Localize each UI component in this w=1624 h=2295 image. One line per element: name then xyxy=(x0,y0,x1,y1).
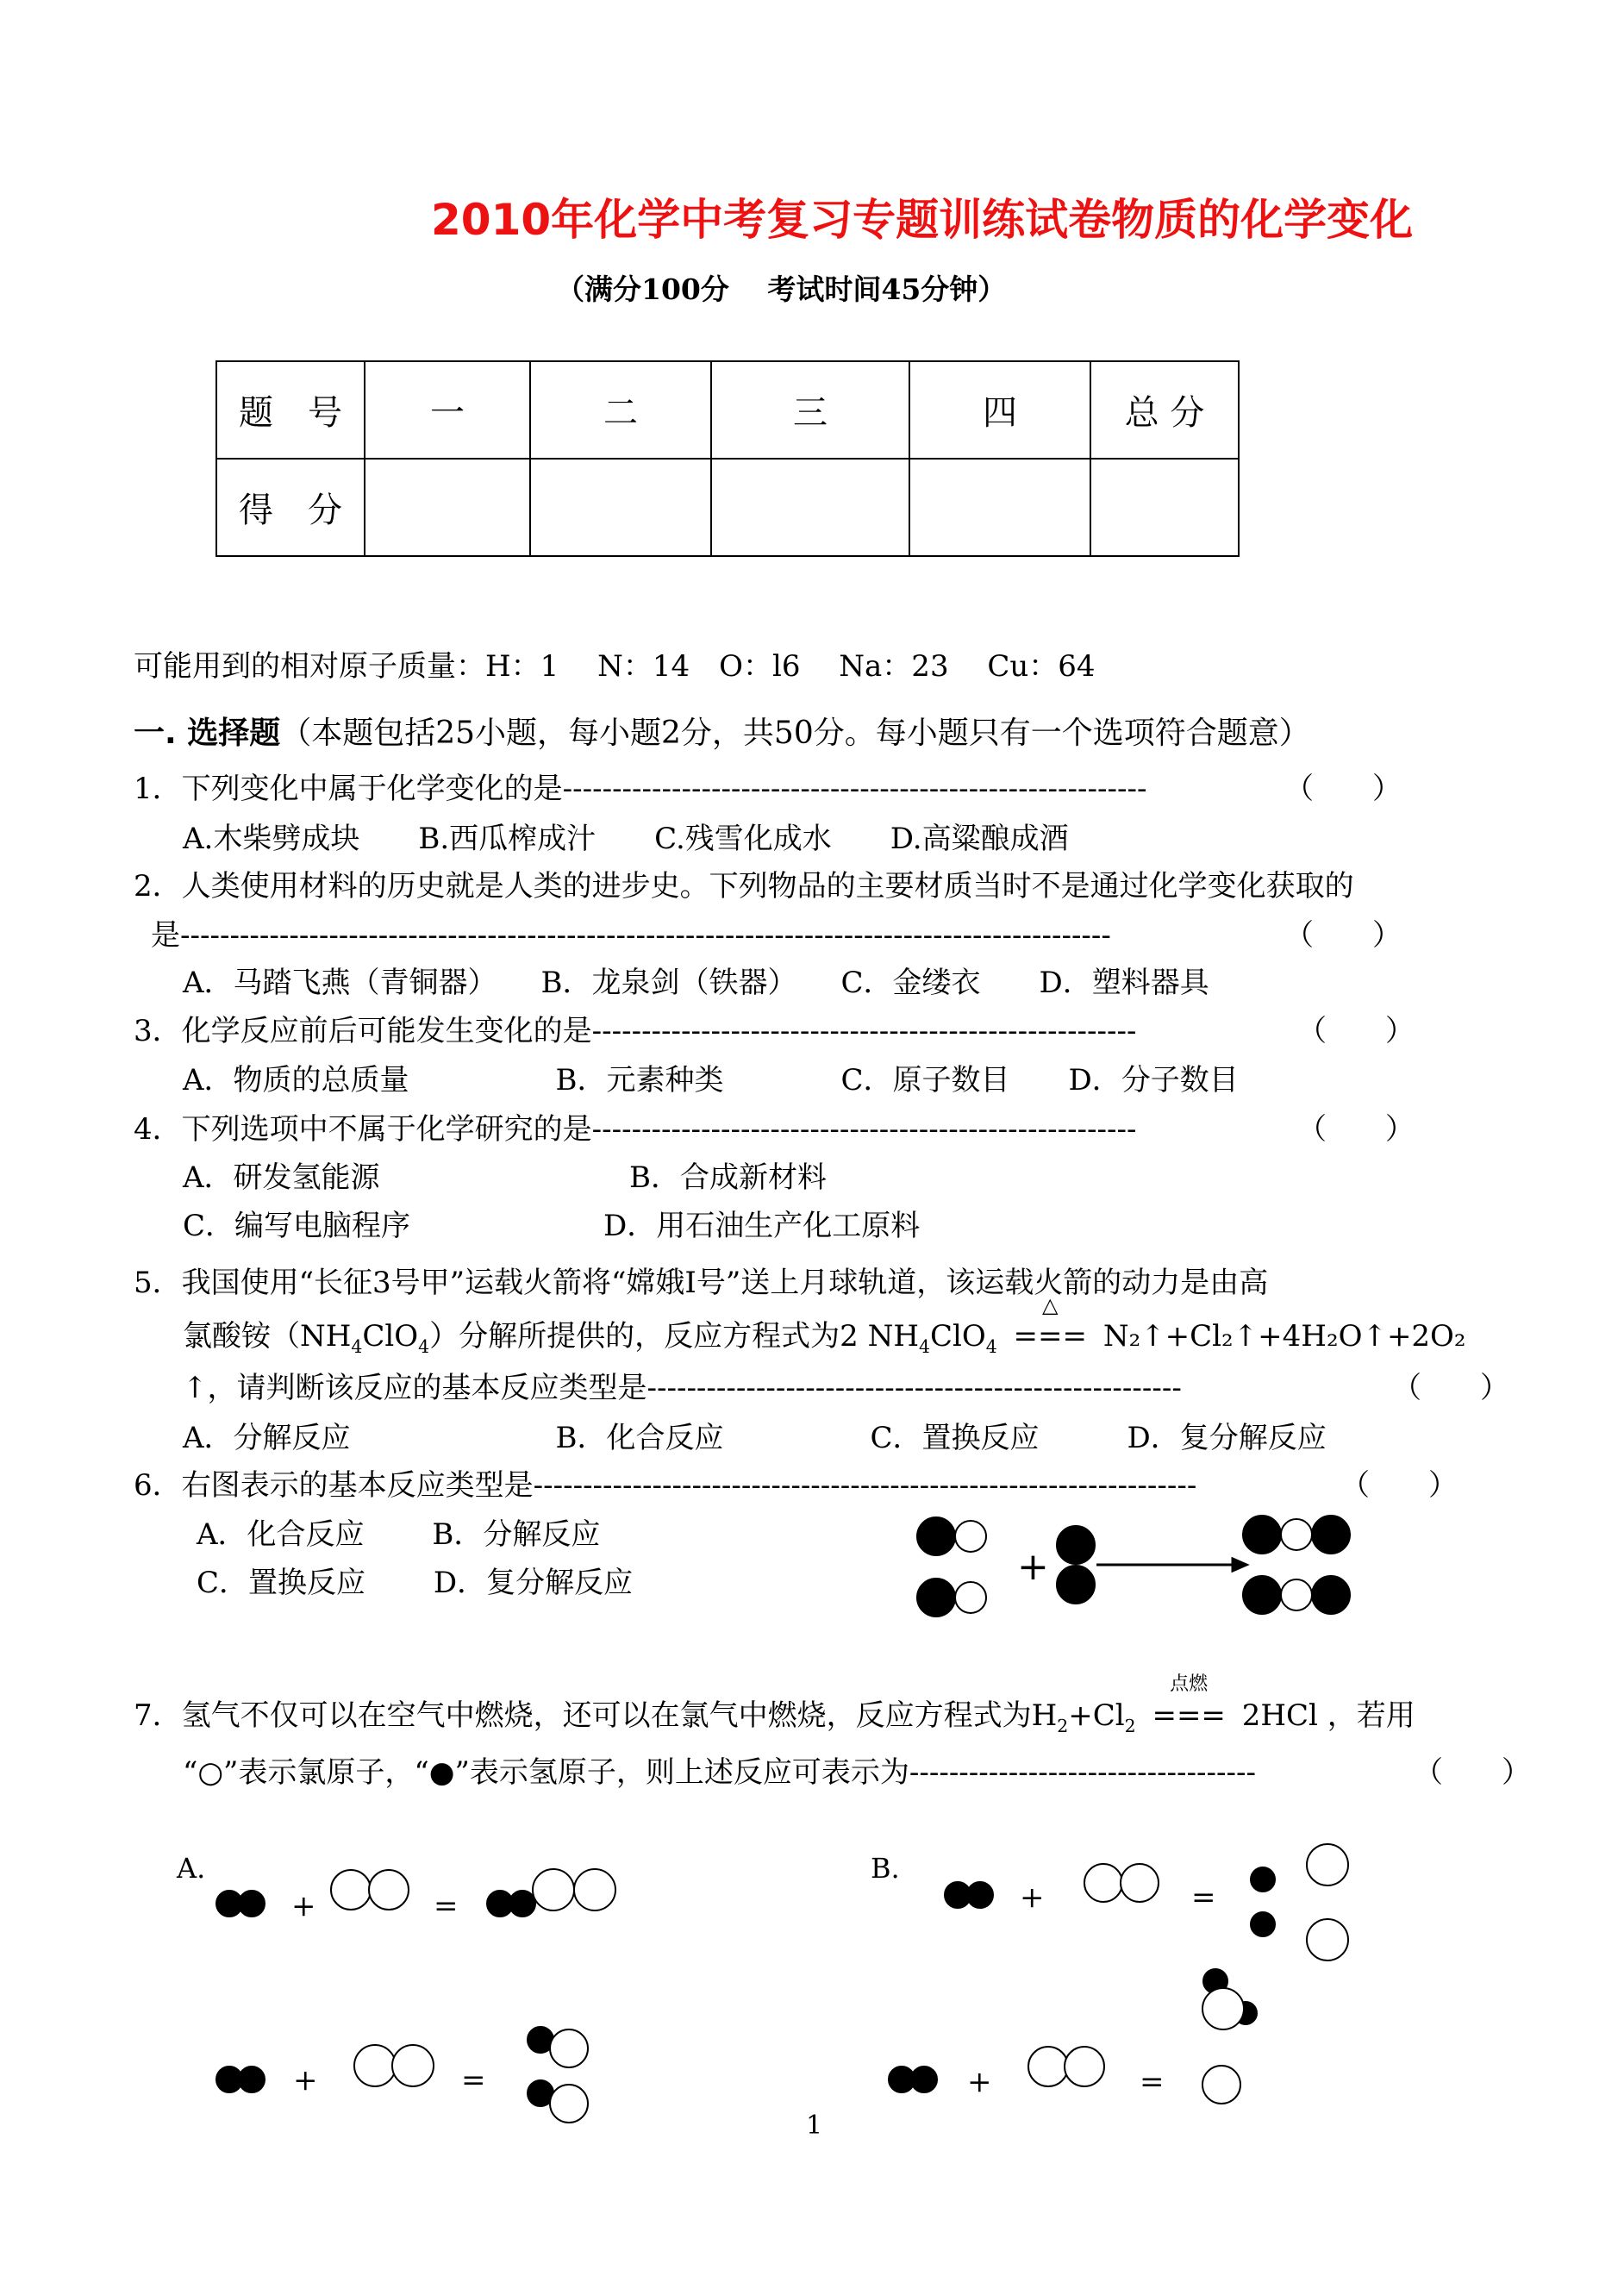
score-cell[interactable] xyxy=(530,459,711,556)
score-table xyxy=(215,360,1240,557)
option-a-label: A. xyxy=(177,1852,206,1885)
question-6-stem: 6．右图表示的基本反应类型是------------------------------------------------------------------- xyxy=(134,1468,1197,1503)
page-title: 2010年化学中考复习专题训练试卷物质的化学变化 xyxy=(431,195,1414,245)
question-6-options-ab: A．化合反应 B．分解反应 xyxy=(197,1517,601,1552)
atomic-mass-line: 可能用到的相对原子质量：H：1 N：14 O：l6 Na：23 Cu：64 xyxy=(134,649,1096,684)
answer-paren[interactable]: （ ） xyxy=(1392,1371,1509,1405)
score-header-cell: 二 xyxy=(530,361,711,459)
answer-paren[interactable]: （ ） xyxy=(1284,918,1402,953)
question-5-line-3: ↑，请判断该反应的基本反应类型是------------------------------------------------------ xyxy=(183,1371,1182,1405)
option-d-diagram[interactable] xyxy=(888,1966,1293,2129)
score-table-score-row xyxy=(216,459,1239,556)
equation-sign: === xyxy=(1152,1698,1226,1733)
plus-sign: + xyxy=(293,2063,318,2098)
score-header-cell: 一 xyxy=(365,361,530,459)
section-label: 一. 选择题 xyxy=(134,716,281,751)
question-2-stem-cont: 是---------------------------------------------------------------------------------------------- xyxy=(151,918,1111,953)
question-2-stem: 2．人类使用材料的历史就是人类的进步史。下列物品的主要材质当时不是通过化学变化获取的 xyxy=(134,869,1354,904)
score-cell[interactable] xyxy=(365,459,530,556)
score-table-header-row xyxy=(216,361,1239,459)
ignite-label: 点燃 xyxy=(1170,1673,1209,1695)
page-number: 1 xyxy=(806,2111,823,2141)
option-b-label: B. xyxy=(871,1852,900,1885)
plus-sign: + xyxy=(1020,1880,1045,1915)
question-7-line-2: “○”表示氯原子，“●”表示氢原子，则上述反应可表示为----------------------------------- xyxy=(183,1755,1256,1790)
question-4-stem: 4．下列选项中不属于化学研究的是------------------------------------------------------- xyxy=(134,1112,1137,1147)
section-heading xyxy=(134,709,1310,753)
heat-symbol: △ xyxy=(1042,1293,1059,1317)
reaction-diagram xyxy=(914,1509,1362,1638)
answer-paren[interactable]: （ ） xyxy=(1414,1755,1531,1790)
answer-paren[interactable]: （ ） xyxy=(1297,1112,1415,1147)
score-cell[interactable] xyxy=(1090,459,1239,556)
equals-sign: = xyxy=(461,2063,486,2098)
question-4-option-c: C．编写电脑程序 xyxy=(183,1209,411,1243)
question-4-option-b: B．合成新材料 xyxy=(629,1160,827,1195)
question-6-options-cd: C．置换反应 D．复分解反应 xyxy=(197,1566,634,1600)
score-header-cell: 四 xyxy=(909,361,1090,459)
exam-subtitle: （满分100分 考试时间45分钟） xyxy=(556,272,1007,306)
question-3-options: A．物质的总质量 B．元素种类 C．原子数目 D．分子数目 xyxy=(183,1063,1239,1097)
question-1-stem: 1．下列变化中属于化学变化的是----------------------------------------------------------- xyxy=(134,772,1147,806)
reaction-products: N₂↑+Cl₂↑+4H₂O↑+2O₂ xyxy=(1102,1319,1466,1354)
equals-sign: = xyxy=(1191,1880,1216,1915)
question-4-option-a: A．研发氢能源 xyxy=(183,1160,380,1195)
score-header-cell: 三 xyxy=(711,361,909,459)
answer-paren[interactable]: （ ） xyxy=(1297,1014,1415,1048)
reaction-condition xyxy=(1152,1673,1226,1733)
question-5-line-2: 氯酸铵$(NH_4ClO_4)$分解所提供的，反应方程式为2 $NH_4ClO_4$ △ === N₂↑+Cl₂↑+4H₂O↑+2O₂ xyxy=(183,1293,1466,1357)
option-c-diagram[interactable] xyxy=(215,2017,603,2138)
answer-paren[interactable]: （ ） xyxy=(1340,1468,1458,1503)
option-a-diagram[interactable] xyxy=(215,1862,621,1931)
plus-sign: + xyxy=(967,2065,992,2099)
equation-sign: === xyxy=(1013,1319,1087,1354)
score-row-label: 得 分 xyxy=(216,459,365,556)
plus-sign: + xyxy=(1017,1545,1049,1589)
question-4-option-d: D．用石油生产化工原料 xyxy=(603,1209,921,1243)
section-description: （本题包括25小题，每小题2分，共50分。每小题只有一个选项符合题意） xyxy=(280,716,1310,751)
plus-sign: + xyxy=(291,1889,316,1923)
reaction-condition xyxy=(1013,1293,1087,1354)
question-7-line-1: 7．氢气不仅可以在空气中燃烧，还可以在氯气中燃烧，反应方程式为$H_2+Cl_2$ 点燃 === 2HCl ，若用 xyxy=(134,1692,1415,1736)
score-cell[interactable] xyxy=(909,459,1090,556)
score-header-cell: 题 号 xyxy=(216,361,365,459)
question-5-options: A．分解反应 B．化合反应 C．置换反应 D．复分解反应 xyxy=(183,1421,1327,1455)
question-2-options: A．马踏飞燕（青铜器） B．龙泉剑（铁器） C．金缕衣 D．塑料器具 xyxy=(183,966,1209,1000)
score-header-cell: 总 分 xyxy=(1090,361,1239,459)
score-cell[interactable] xyxy=(711,459,909,556)
equals-sign: = xyxy=(434,1889,459,1923)
answer-paren[interactable]: （ ） xyxy=(1284,772,1402,806)
question-1-options: A.木柴劈成块 B.西瓜榨成汁 C.残雪化成水 D.高粱酿成酒 xyxy=(183,822,1069,856)
equals-sign: = xyxy=(1140,2065,1165,2099)
question-5-line-1: 5．我国使用“长征3号甲”运载火箭将“嫦娥Ⅰ号”送上月球轨道，该运载火箭的动力是由高 xyxy=(134,1266,1269,1300)
question-3-stem: 3．化学反应前后可能发生变化的是------------------------------------------------------- xyxy=(134,1014,1137,1048)
